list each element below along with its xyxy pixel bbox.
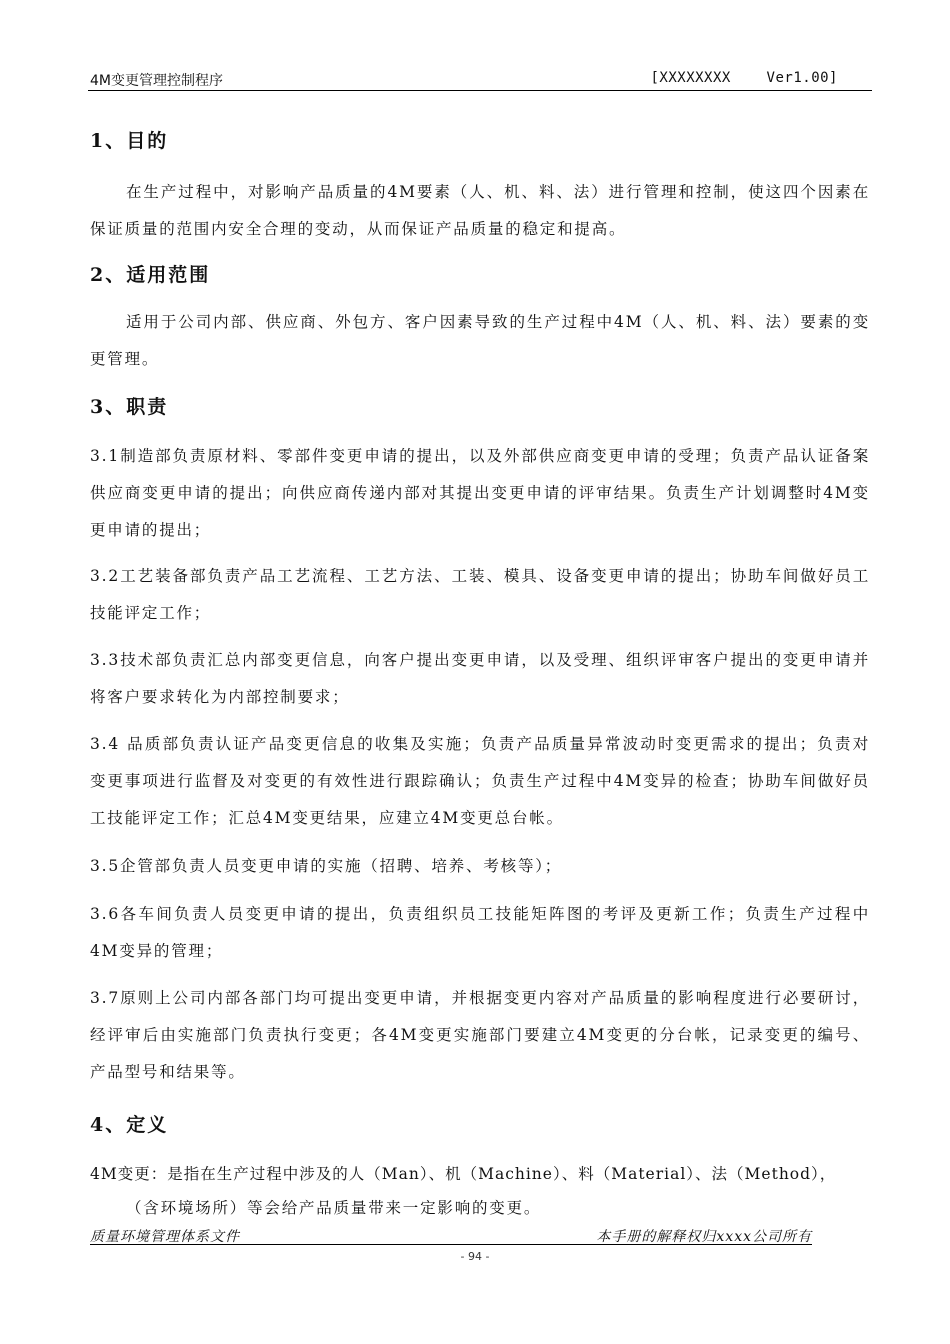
section-heading-purpose: 1、目的 <box>90 130 169 152</box>
footer-document-type: 质量环境管理体系文件 <box>90 1229 240 1245</box>
section-heading-scope: 2、适用范围 <box>90 264 211 286</box>
responsibility-item: 3.5企管部负责人员变更申请的实施（招聘、培养、考核等）； <box>90 857 563 875</box>
footer-copyright: 本手册的解释权归xxxx公司所有 <box>596 1229 812 1245</box>
page-header <box>88 68 872 91</box>
responsibility-item: 3.2工艺装备部负责产品工艺流程、工艺方法、工装、模具、设备变更申请的提出；协助车间做好员工技能评定工作； <box>90 567 870 622</box>
definition-line-continued: （含环境场所）等会给产品质量带来一定影响的变更。 <box>126 1199 542 1217</box>
responsibility-item: 3.3技术部负责汇总内部变更信息，向客户提出变更申请，以及受理、组织评审客户提出的变更申请并将客户要求转化为内部控制要求； <box>90 651 870 706</box>
document-title: 4M变更管理控制程序 <box>90 73 223 89</box>
section-heading-responsibilities: 3、职责 <box>90 396 169 418</box>
responsibility-item: 3.4 品质部负责认证产品变更信息的收集及实施；负责产品质量异常波动时变更需求的提出；负责对变更事项进行监督及对变更的有效性进行跟踪确认；负责生产过程中4M变异的检查；协助车间做好员工技能评定工作；汇总4M变更结果，应建立4M变更总台帐。 <box>90 735 870 827</box>
section-heading-definitions: 4、定义 <box>90 1114 169 1136</box>
section-text-scope: 适用于公司内部、供应商、外包方、客户因素导致的生产过程中4M（人、机、料、法）要素的变更管理。 <box>90 313 870 368</box>
document-code: [XXXXXXXX Ver1.00] <box>650 70 838 86</box>
responsibility-item: 3.7原则上公司内部各部门均可提出变更申请，并根据变更内容对产品质量的影响程度进行必要研讨，经评审后由实施部门负责执行变更；各4M变更实施部门要建立4M变更的分台帐，记录变更的编号、产品型号和结果等。 <box>90 989 870 1081</box>
page-footer <box>90 1224 812 1245</box>
definition-line: 4M变更：是指在生产过程中涉及的人（Man）、机（Machine）、料（Material）、法（Method）， <box>90 1165 837 1183</box>
responsibility-item: 3.6各车间负责人员变更申请的提出，负责组织员工技能矩阵图的考评及更新工作；负责生产过程中4M变异的管理； <box>90 905 870 960</box>
page-number: - 94 - <box>460 1250 490 1263</box>
responsibility-item: 3.1制造部负责原材料、零部件变更申请的提出，以及外部供应商变更申请的受理；负责产品认证备案供应商变更申请的提出；向供应商传递内部对其提出变更申请的评审结果。负责生产计划调整时4M变更申请的提出； <box>90 447 870 539</box>
section-text-purpose: 在生产过程中，对影响产品质量的4M要素（人、机、料、法）进行管理和控制，使这四个因素在保证质量的范围内安全合理的变动，从而保证产品质量的稳定和提高。 <box>90 183 870 238</box>
